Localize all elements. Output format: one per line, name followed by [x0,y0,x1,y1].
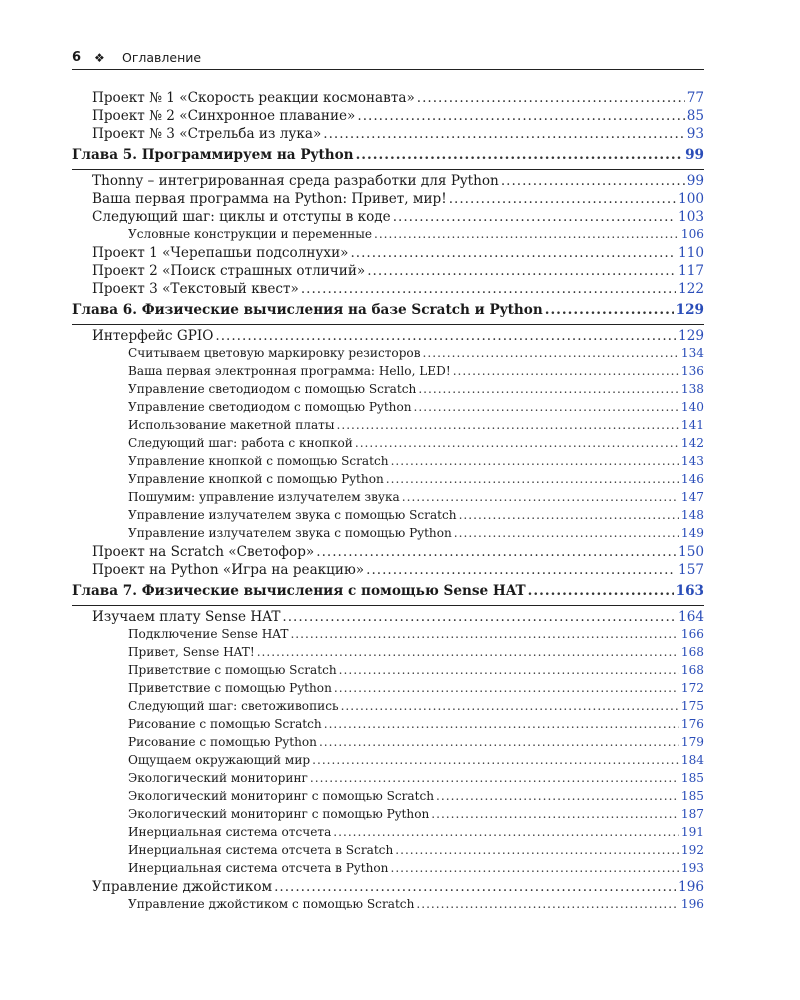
toc-entry-title: Изучаем плату Sense HAT [92,609,281,625]
toc-entry-title: Управление кнопкой с помощью Python [128,472,384,486]
toc-page-link[interactable]: 117 [678,263,704,279]
running-header [72,47,704,70]
toc-entry-title: Инерциальная система отсчета в Scratch [128,843,394,857]
toc-entry-title: Глава 6. Физические вычисления на базе Scratch и Python [72,302,543,318]
dot-leader [312,753,679,767]
toc-page-link[interactable]: 185 [680,771,704,785]
toc-entry-title: Проект № 2 «Синхронное плавание» [92,108,356,124]
dot-leader [454,526,679,540]
toc-chapter-entry[interactable] [72,580,704,606]
toc-entry[interactable] [72,281,704,299]
dot-leader [366,562,676,578]
toc-page-link[interactable]: 187 [680,807,704,821]
toc-entry-title: Управление кнопкой с помощью Scratch [128,454,389,468]
dot-leader [436,789,679,803]
dot-leader [337,418,679,432]
toc-entry-title: Проект 2 «Поиск страшных отличий» [92,263,366,279]
dot-leader [423,346,679,360]
toc-entry-title: Проект 3 «Текстовый квест» [92,281,299,297]
dot-leader [367,263,676,279]
dot-leader [339,663,679,677]
table-of-contents [72,90,704,915]
toc-entry[interactable] [72,562,704,580]
dot-leader [310,771,679,785]
toc-entry-title: Проект № 1 «Скорость реакции космонавта» [92,90,415,106]
toc-page-link[interactable]: 106 [680,227,704,241]
toc-entry-title: Использование макетной платы [128,418,335,432]
toc-page-link[interactable]: 149 [680,526,704,540]
toc-entry[interactable] [72,843,704,861]
toc-page-link[interactable]: 110 [678,245,704,261]
dot-leader [350,245,676,261]
toc-entry[interactable] [72,609,704,627]
toc-entry[interactable] [72,681,704,699]
toc-page-link[interactable]: 164 [678,609,704,625]
toc-page-link[interactable]: 93 [686,126,704,142]
dot-leader [282,609,676,625]
toc-entry[interactable] [72,126,704,144]
dot-leader [215,328,676,344]
toc-entry-title: Глава 7. Физические вычисления с помощью Sense HAT [72,583,526,599]
toc-entry[interactable] [72,735,704,753]
toc-entry[interactable] [72,825,704,843]
dot-leader [418,382,679,396]
dot-leader [356,147,684,163]
toc-page-link[interactable]: 136 [680,364,704,378]
dot-leader [386,472,679,486]
toc-entry[interactable] [72,191,704,209]
toc-entry[interactable] [72,173,704,191]
toc-entry-title: Следующий шаг: светоживопись [128,699,339,713]
toc-page-link[interactable]: 100 [678,191,704,207]
toc-page-link[interactable]: 193 [680,861,704,875]
toc-entry-title: Рисование с помощью Python [128,735,317,749]
toc-entry-title: Условные конструкции и переменные [128,227,372,241]
toc-page-link[interactable]: 166 [680,627,704,641]
toc-page-link[interactable]: 196 [680,897,704,911]
toc-entry-title: Проект на Scratch «Светофор» [92,544,315,560]
dot-leader [393,209,676,225]
toc-entry[interactable] [72,861,704,879]
toc-page-link[interactable]: 191 [680,825,704,839]
toc-entry[interactable] [72,508,704,526]
toc-entry[interactable] [72,627,704,645]
toc-entry-title: Следующий шаг: работа с кнопкой [128,436,353,450]
toc-entry[interactable] [72,328,704,346]
toc-entry[interactable] [72,789,704,807]
toc-page-link[interactable]: 172 [680,681,704,695]
toc-page-link[interactable]: 150 [678,544,704,560]
dot-leader [501,173,685,189]
toc-page-link[interactable]: 163 [675,583,704,599]
toc-entry-title: Thonny – интегрированная среда разработки для Python [92,173,499,189]
toc-page-link[interactable]: 99 [685,147,704,163]
toc-page-link[interactable]: 179 [680,735,704,749]
dot-leader [391,454,679,468]
toc-entry[interactable] [72,807,704,825]
dot-leader [355,436,679,450]
toc-entry-title: Следующий шаг: циклы и отступы в коде [92,209,391,225]
toc-chapter-entry[interactable] [72,299,704,325]
toc-entry-title: Рисование с помощью Scratch [128,717,322,731]
dot-leader [390,861,678,875]
dot-leader [414,400,679,414]
toc-page-link[interactable]: 143 [680,454,704,468]
toc-entry[interactable] [72,209,704,227]
toc-entry[interactable] [72,699,704,717]
toc-entry-title: Проект 1 «Черепашьи подсолнухи» [92,245,349,261]
dot-leader [323,126,684,142]
dot-leader [274,879,676,895]
toc-entry-title: Проект № 3 «Стрельба из лука» [92,126,322,142]
toc-page-link[interactable]: 138 [680,382,704,396]
toc-page-link[interactable]: 148 [680,508,704,522]
toc-entry[interactable] [72,544,704,562]
page-number: 6 [72,50,82,65]
toc-entry-title: Ваша первая программа на Python: Привет, мир! [92,191,447,207]
toc-entry[interactable] [72,472,704,490]
toc-entry[interactable] [72,418,704,436]
dot-leader [333,825,679,839]
dot-leader [257,645,679,659]
dot-leader [395,843,679,857]
dot-leader [324,717,679,731]
toc-entry-title: Интерфейс GPIO [92,328,214,344]
dot-leader [374,227,679,241]
toc-entry-title: Инерциальная система отсчета [128,825,332,839]
toc-entry[interactable] [72,227,704,245]
dot-leader [402,490,679,504]
toc-chapter-entry[interactable] [72,144,704,170]
toc-page-link[interactable]: 147 [680,490,704,504]
toc-entry-title: Управление излучателем звука с помощью Python [128,526,452,540]
toc-page-link[interactable]: 192 [680,843,704,857]
toc-entry-title: Пошумим: управление излучателем звука [128,490,400,504]
dot-leader [417,90,685,106]
toc-entry[interactable] [72,645,704,663]
dot-leader [334,681,679,695]
toc-entry-title: Ваша первая электронная программа: Hello, LED! [128,364,451,378]
dot-leader [301,281,676,297]
toc-entry[interactable] [72,382,704,400]
toc-entry[interactable] [72,490,704,508]
toc-entry-title: Экологический мониторинг с помощью Python [128,807,430,821]
toc-entry[interactable] [72,879,704,897]
toc-entry-title: Привет, Sense HAT! [128,645,255,659]
dot-leader [431,807,679,821]
toc-page-link[interactable]: 85 [686,108,704,124]
toc-page-link[interactable]: 168 [680,645,704,659]
toc-page-link[interactable]: 141 [680,418,704,432]
toc-entry-title: Считываем цветовую маркировку резисторов [128,346,421,360]
toc-entry[interactable] [72,454,704,472]
toc-entry[interactable] [72,717,704,735]
toc-page-link[interactable]: 196 [678,879,704,895]
toc-entry-title: Инерциальная система отсчета в Python [128,861,389,875]
toc-entry[interactable] [72,346,704,364]
toc-page-link[interactable]: 184 [680,753,704,767]
dot-leader [459,508,679,522]
toc-page-link[interactable]: 129 [675,302,704,318]
toc-entry[interactable] [72,436,704,454]
toc-entry-title: Проект на Python «Игра на реакцию» [92,562,365,578]
toc-page-link[interactable]: 168 [680,663,704,677]
toc-entry[interactable] [72,753,704,771]
dot-leader [528,583,674,599]
toc-entry[interactable] [72,108,704,126]
toc-page-link[interactable]: 99 [686,173,704,189]
toc-entry[interactable] [72,245,704,263]
toc-page-link[interactable]: 134 [680,346,704,360]
ornament-icon: ❖ [94,51,105,65]
toc-entry-title: Управление светодиодом с помощью Scratch [128,382,417,396]
dot-leader [449,191,676,207]
toc-entry[interactable] [72,90,704,108]
toc-page-link[interactable]: 157 [678,562,704,578]
dot-leader [290,627,678,641]
dot-leader [316,544,676,560]
dot-leader [319,735,679,749]
dot-leader [545,302,674,318]
toc-page-link[interactable]: 140 [680,400,704,414]
toc-page-link[interactable]: 129 [678,328,704,344]
toc-entry[interactable] [72,400,704,418]
toc-entry-title: Управление джойстиком с помощью Scratch [128,897,415,911]
dot-leader [453,364,679,378]
toc-entry-title: Управление джойстиком [92,879,273,895]
toc-entry-title: Экологический мониторинг [128,771,308,785]
toc-page-link[interactable]: 176 [680,717,704,731]
toc-entry-title: Подключение Sense HAT [128,627,289,641]
toc-entry[interactable] [72,663,704,681]
toc-page-link[interactable]: 122 [678,281,704,297]
toc-entry[interactable] [72,364,704,382]
toc-page-link[interactable]: 185 [680,789,704,803]
toc-page-link[interactable]: 146 [680,472,704,486]
toc-entry-title: Экологический мониторинг с помощью Scratch [128,789,435,803]
toc-page-link[interactable]: 175 [680,699,704,713]
running-title: Оглавление [122,50,202,65]
toc-entry[interactable] [72,771,704,789]
dot-leader [341,699,679,713]
toc-entry[interactable] [72,526,704,544]
toc-entry-title: Глава 5. Программируем на Python [72,147,354,163]
toc-entry-title: Управление светодиодом с помощью Python [128,400,412,414]
toc-page-link[interactable]: 142 [680,436,704,450]
dot-leader [416,897,679,911]
toc-page-link[interactable]: 77 [686,90,704,106]
toc-entry[interactable] [72,897,704,915]
toc-entry[interactable] [72,263,704,281]
dot-leader [357,108,684,124]
toc-entry-title: Ощущаем окружающий мир [128,753,311,767]
toc-entry-title: Приветствие с помощью Scratch [128,663,337,677]
toc-entry-title: Приветствие с помощью Python [128,681,332,695]
toc-entry-title: Управление излучателем звука с помощью Scratch [128,508,457,522]
toc-page-link[interactable]: 103 [678,209,704,225]
